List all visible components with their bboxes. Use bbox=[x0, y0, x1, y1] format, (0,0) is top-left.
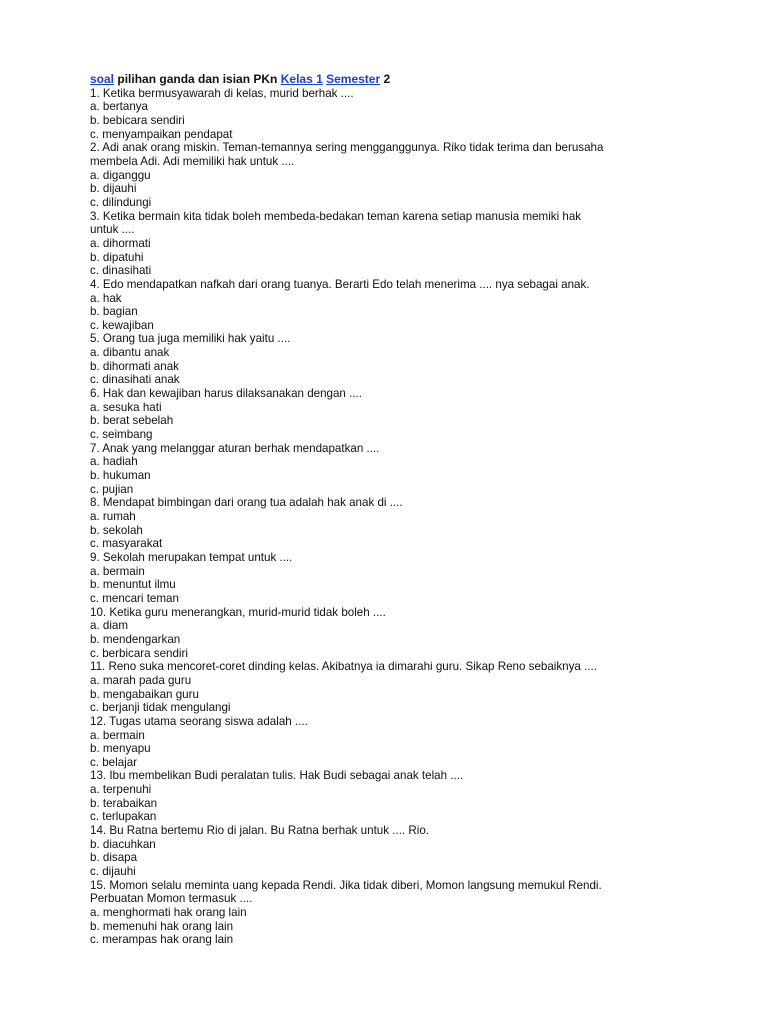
answer-option: a. bermain bbox=[90, 564, 145, 578]
answer-option: c. terlupakan bbox=[90, 810, 157, 824]
question-text: 8. Mendapat bimbingan dari orang tua adalah hak anak di .... bbox=[90, 496, 403, 510]
answer-option: b. berat sebelah bbox=[90, 414, 174, 428]
answer-option: a. dibantu anak bbox=[90, 346, 170, 360]
question-text: 7. Anak yang melanggar aturan berhak mendapatkan .... bbox=[90, 441, 380, 455]
answer-option: a. hak bbox=[90, 291, 122, 305]
answer-option: b. dipatuhi bbox=[90, 250, 144, 264]
answer-option: c. berjanji tidak mengulangi bbox=[90, 701, 231, 715]
question-text: 2. Adi anak orang miskin. Teman-temannya sering mengganggunya. Riko tidak terima dan berusaha bbox=[90, 141, 604, 155]
answer-option: b. menuntut ilmu bbox=[90, 578, 176, 592]
question-text: 13. Ibu membelikan Budi peralatan tulis. Hak Budi sebagai anak telah .... bbox=[90, 769, 464, 783]
answer-option: a. diam bbox=[90, 619, 129, 633]
answer-option: a. terpenuhi bbox=[90, 783, 152, 797]
answer-option: a. dihormati bbox=[90, 236, 151, 250]
answer-option: c. dinasihati anak bbox=[90, 373, 180, 387]
answer-option: c. masyarakat bbox=[90, 537, 163, 551]
answer-option: Perbuatan Momon termasuk .... bbox=[90, 892, 253, 906]
answer-option: c. pujian bbox=[90, 482, 134, 496]
question-text: 4. Edo mendapatkan nafkah dari orang tuanya. Berarti Edo telah menerima .... nya sebagai anak. bbox=[90, 277, 590, 291]
answer-option: b. bebicara sendiri bbox=[90, 113, 185, 127]
question-text: 1. Ketika bermusyawarah di kelas, murid berhak .... bbox=[90, 86, 354, 100]
document-body bbox=[90, 73, 690, 947]
soal-link[interactable]: soal bbox=[90, 72, 115, 86]
answer-option: a. marah pada guru bbox=[90, 673, 192, 687]
answer-option: untuk .... bbox=[90, 223, 135, 237]
kelas-link[interactable]: Kelas 1 bbox=[280, 72, 323, 86]
answer-option: c. dijauhi bbox=[90, 865, 136, 879]
answer-option: b. menyapu bbox=[90, 742, 151, 756]
question-list bbox=[90, 87, 690, 947]
answer-option: b. memenuhi hak orang lain bbox=[90, 919, 234, 933]
answer-option: a. hadiah bbox=[90, 455, 138, 469]
answer-option: a. diganggu bbox=[90, 168, 151, 182]
answer-option: a. rumah bbox=[90, 510, 136, 523]
answer-option: b. mendengarkan bbox=[90, 632, 181, 646]
answer-option: b. dihormati anak bbox=[90, 359, 179, 373]
semester-link[interactable]: Semester bbox=[326, 72, 381, 86]
answer-option: b. bagian bbox=[90, 305, 138, 319]
question-text: 11. Reno suka mencoret-coret dinding kelas. Akibatnya ia dimarahi guru. Sikap Reno sebaiknya .... bbox=[90, 660, 597, 674]
answer-option: c. mencari teman bbox=[90, 591, 179, 605]
answer-option: c. belajar bbox=[90, 755, 138, 769]
answer-option: b. diacuhkan bbox=[90, 837, 156, 851]
question-text: 6. Hak dan kewajiban harus dilaksanakan dengan .... bbox=[90, 387, 362, 401]
answer-option: c. berbicara sendiri bbox=[90, 646, 188, 660]
answer-option: membela Adi. Adi memiliki hak untuk .... bbox=[90, 154, 295, 168]
answer-option: a. bertanya bbox=[90, 100, 149, 114]
question-text: 9. Sekolah merupakan tempat untuk .... bbox=[90, 550, 293, 564]
question-text: 15. Momon selalu meminta uang kepada Rendi. Jika tidak diberi, Momon langsung memukul Rendi. bbox=[90, 878, 602, 892]
answer-option: c. kewajiban bbox=[90, 318, 154, 332]
answer-option: c. menyampaikan pendapat bbox=[90, 127, 233, 141]
question-text: 10. Ketika guru menerangkan, murid-murid tidak boleh .... bbox=[90, 605, 386, 619]
answer-option: a. bermain bbox=[90, 728, 145, 742]
answer-option: b. dijauhi bbox=[90, 182, 137, 196]
question-text: 14. Bu Ratna bertemu Rio di jalan. Bu Ratna berhak untuk .... Rio. bbox=[90, 824, 429, 838]
answer-option: c. seimbang bbox=[90, 428, 153, 442]
answer-option: b. disapa bbox=[90, 851, 138, 865]
heading-number: 2 bbox=[383, 72, 391, 86]
answer-option: c. dinasihati bbox=[90, 264, 152, 278]
answer-option: b. hukuman bbox=[90, 469, 151, 483]
answer-option: a. sesuka hati bbox=[90, 400, 162, 414]
answer-option: c. dilindungi bbox=[90, 195, 152, 209]
answer-option: b. sekolah bbox=[90, 523, 143, 537]
answer-option: a. menghormati hak orang lain bbox=[90, 906, 247, 920]
answer-option: b. mengabaikan guru bbox=[90, 687, 199, 701]
answer-option: b. terabaikan bbox=[90, 796, 158, 810]
question-text: 12. Tugas utama seorang siswa adalah .... bbox=[90, 714, 308, 728]
document-heading bbox=[90, 73, 690, 87]
heading-text: pilihan ganda dan isian PKn bbox=[117, 72, 278, 86]
answer-option: c. merampas hak orang lain bbox=[90, 933, 234, 947]
question-text: 5. Orang tua juga memiliki hak yaitu .... bbox=[90, 332, 291, 346]
question-text: 3. Ketika bermain kita tidak boleh membeda-bedakan teman karena setiap manusia memiki hak bbox=[90, 209, 582, 223]
